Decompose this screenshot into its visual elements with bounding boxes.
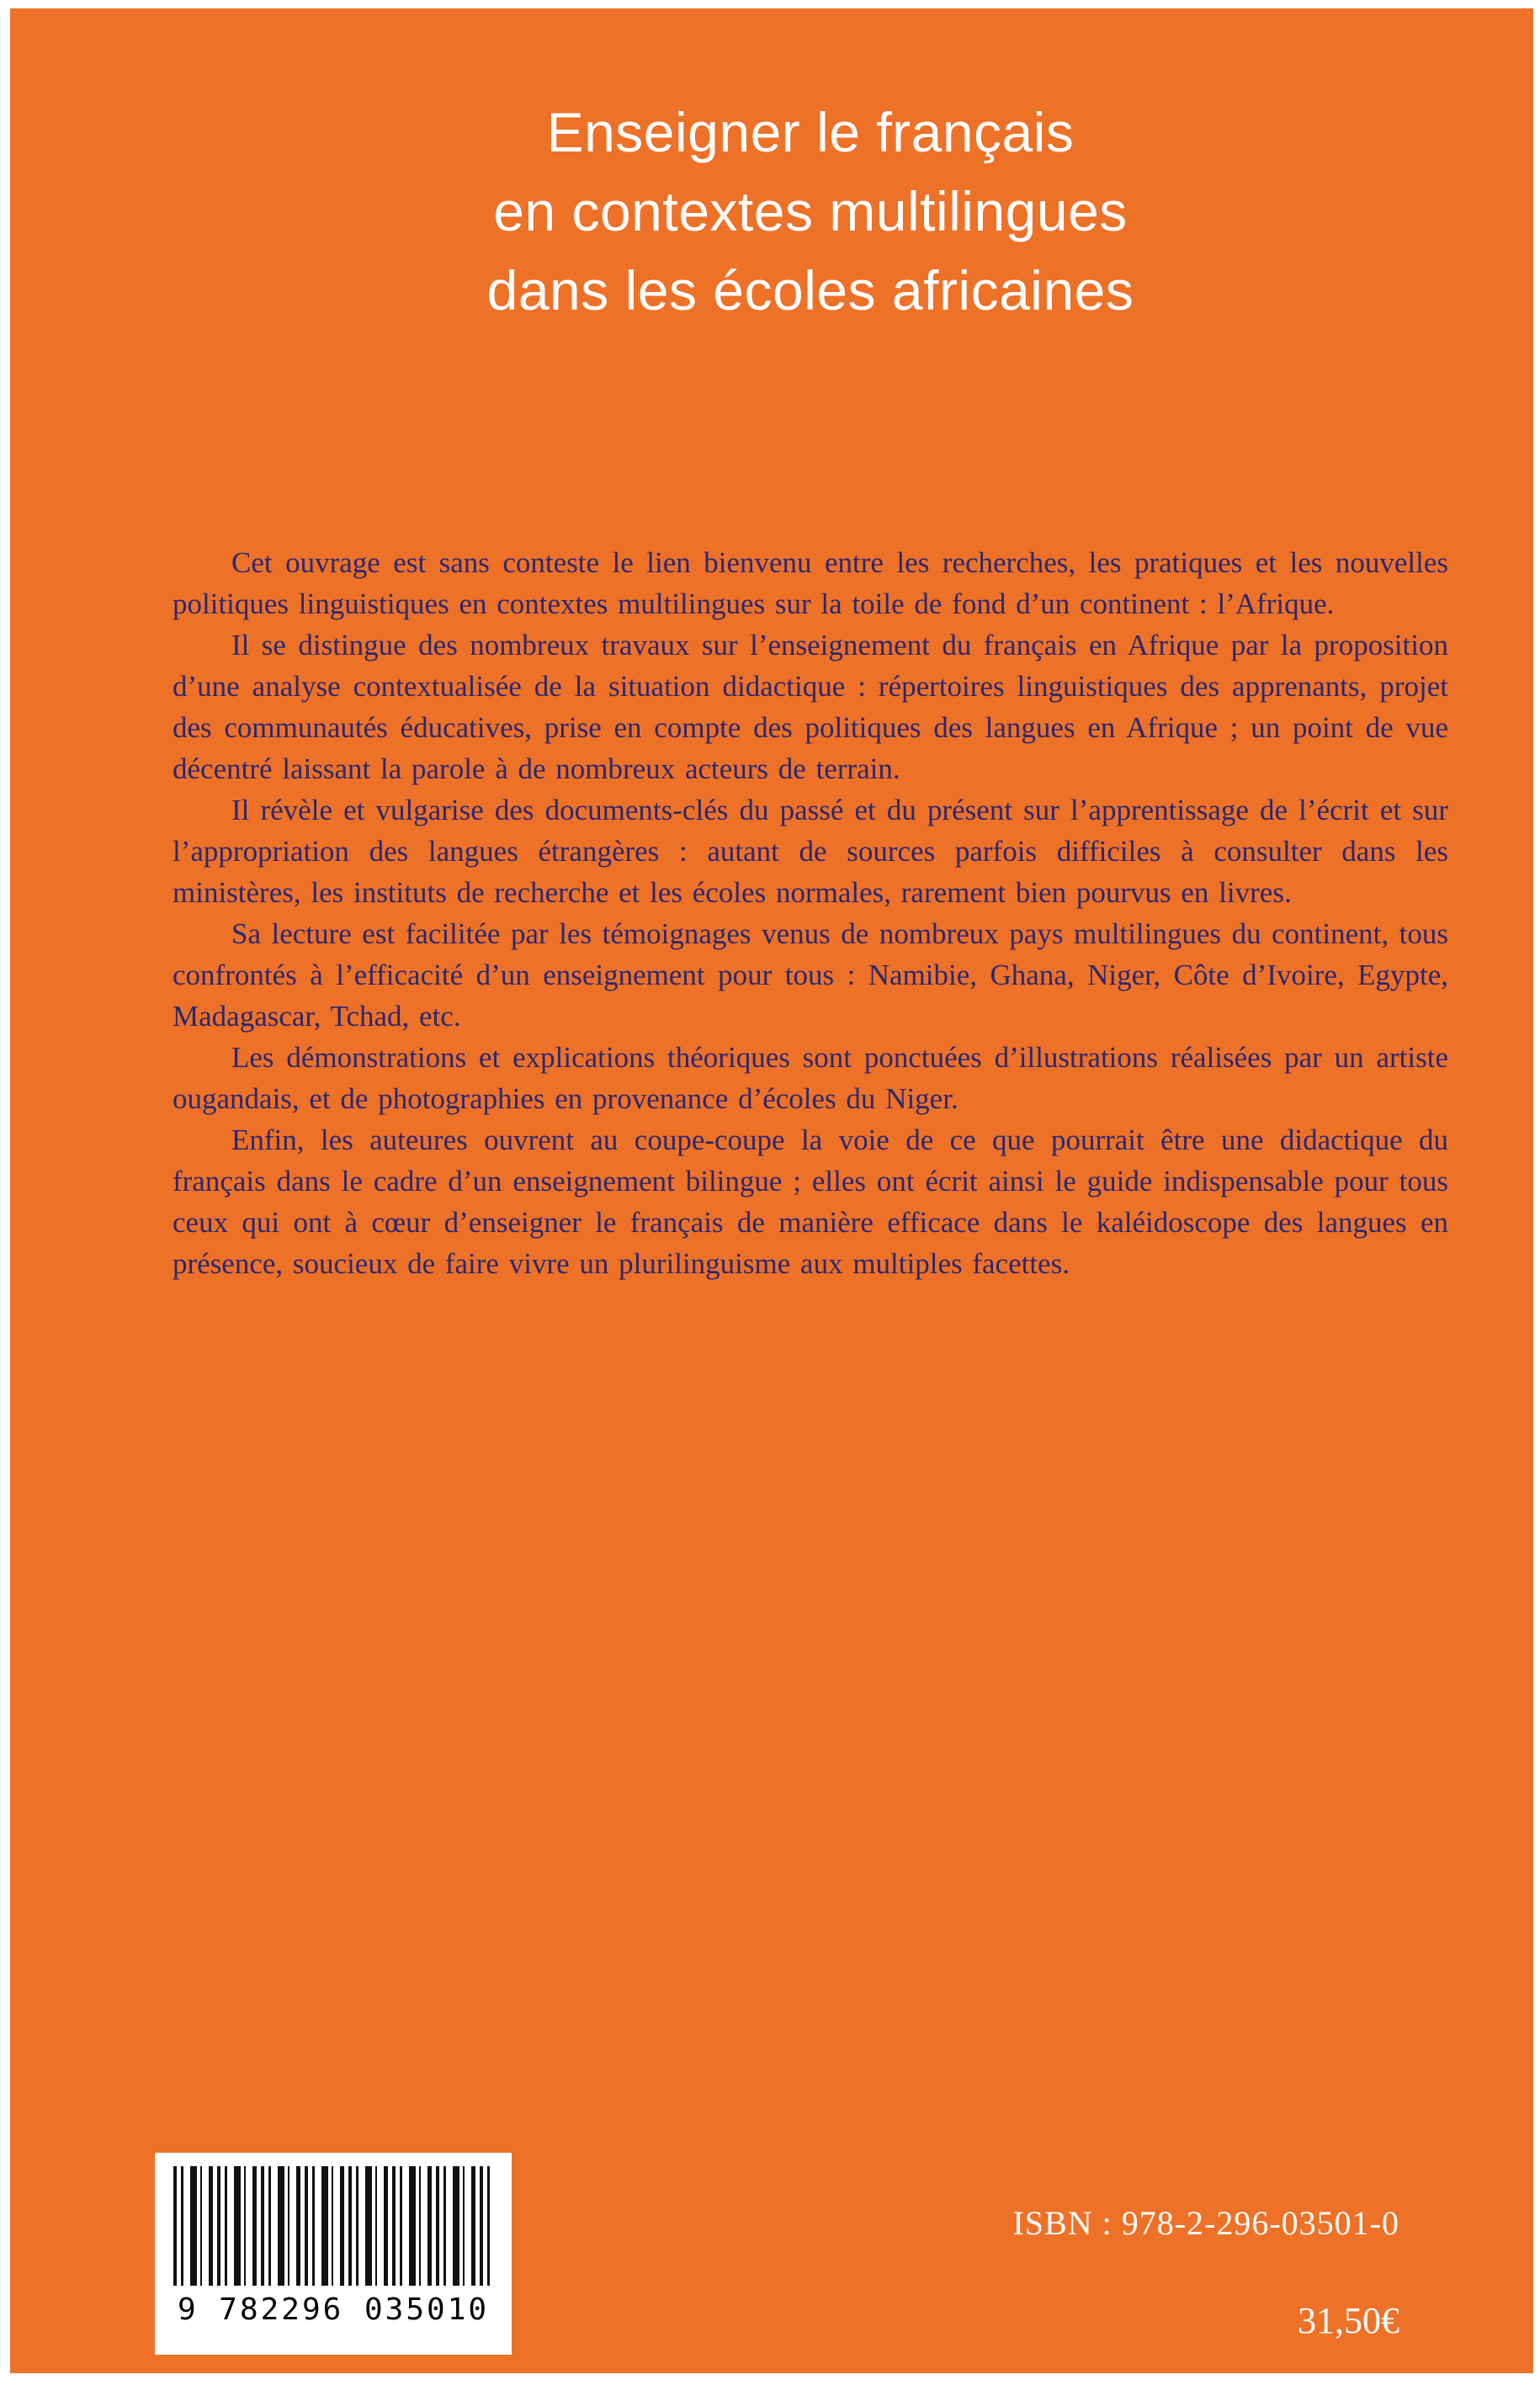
isbn-label: ISBN : 978-2-296-03501-0 (1012, 2204, 1399, 2242)
blurb-paragraph: Enfin, les auteures ouvrent au coupe-coupe la voie de ce que pourrait être une didactique du français dans le cadre d’un enseignement bilingue ; elles ont écrit ainsi le guide indispensable pour tous ceux qui ont à cœur d’enseigner le français de manière efficace dans le kaléidoscope des langues en présence, soucieux de faire vivre un plurilinguisme aux multiples facettes. (173, 1123, 1448, 1280)
book-title-line-2: en contextes multilingues (493, 180, 1128, 242)
blurb-paragraph: Cet ouvrage est sans conteste le lien bienvenu entre les recherches, les pratiques et les nouvelles politiques linguistiques en contextes multilingues sur la toile de fond d’un continent : l’Afrique. (173, 546, 1448, 620)
barcode (155, 2153, 512, 2355)
barcode-digits: 9 782296 035010 (177, 2292, 490, 2327)
cover-content (10, 8, 1533, 1284)
cover-background (10, 8, 1533, 2373)
back-cover-blurb (173, 542, 1448, 1284)
price-label: 31,50€ (1298, 2300, 1399, 2341)
blurb-paragraph: Il se distingue des nombreux travaux sur l’enseignement du français en Afrique par la proposition d’une analyse contextualisée de la situation didactique : répertoires linguistiques des apprenants, projet des communautés éducatives, prise en compte des politiques des langues en Afrique ; un point de vue décentré laissant la parole à de nombreux acteurs de terrain. (173, 629, 1448, 785)
barcode-bars (173, 2166, 493, 2286)
book-title-line-1: Enseigner le français (546, 101, 1075, 163)
blurb-paragraph: Sa lecture est facilitée par les témoignages venus de nombreux pays multilingues du continent, tous confrontés à l’efficacité d’un enseignement pour tous : Namibie, Ghana, Niger, Côte d’Ivoire, Egypte, Madagascar, Tchad, etc. (173, 917, 1448, 1033)
book-title (173, 93, 1448, 330)
blurb-paragraph: Il révèle et vulgarise des documents-clés du passé et du présent sur l’apprentissage de l’écrit et sur l’appropriation des langues étrangères : autant de sources parfois difficiles à consulter dans les ministères, les instituts de recherche et les écoles normales, rarement bien pourvus en livres. (173, 794, 1448, 909)
book-title-line-3: dans les écoles africaines (486, 259, 1134, 321)
blurb-paragraph: Les démonstrations et explications théoriques sont ponctuées d’illustrations réalisées par un artiste ougandais, et de photographies en provenance d’écoles du Niger. (173, 1041, 1448, 1115)
